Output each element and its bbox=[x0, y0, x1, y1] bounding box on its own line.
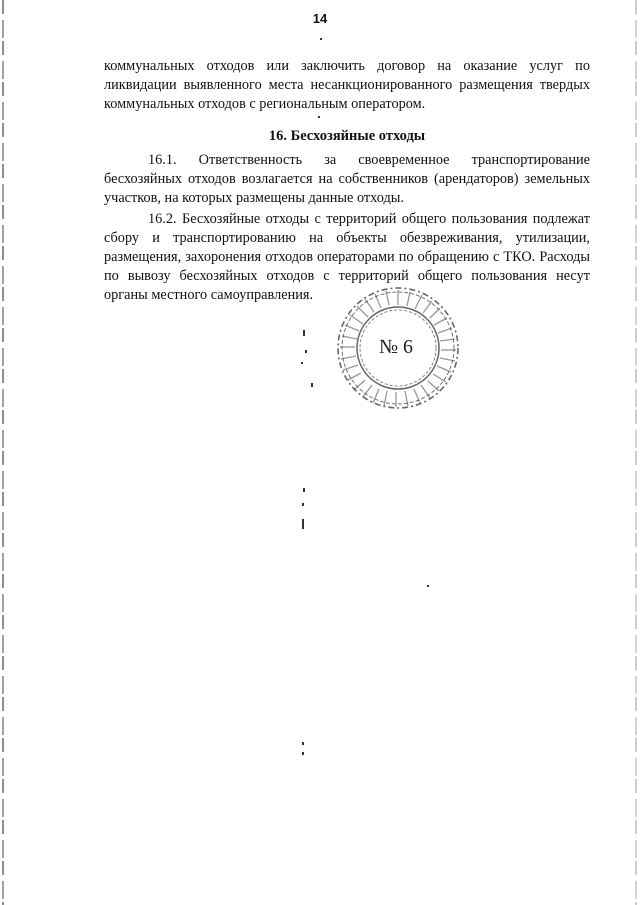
scan-speck bbox=[302, 503, 304, 506]
scan-speck bbox=[305, 350, 307, 353]
scan-speck bbox=[302, 519, 304, 529]
approval-stamp bbox=[322, 284, 470, 414]
scan-speck bbox=[427, 585, 429, 587]
page-number: 14 bbox=[312, 11, 328, 26]
scan-speck bbox=[303, 330, 305, 336]
scan-speck bbox=[311, 383, 313, 387]
scan-speck bbox=[303, 488, 305, 492]
paragraph-continuation: коммунальных отходов или заключить договор на оказание услуг по ликвидации выявленного места несанкционированного размещения твердых коммунальных отходов с региональным оператором. bbox=[104, 58, 590, 112]
scan-speck bbox=[318, 116, 320, 118]
scan-speck bbox=[301, 362, 303, 364]
scan-speck bbox=[302, 742, 304, 745]
section-title: 16. Бесхозяйные отходы bbox=[268, 128, 426, 144]
section-item-16-1: 16.1. Ответственность за своевременное транспортирование бесхозяйных отходов возлагается на собственников (арендаторов) земельных участков, на которых размещены данные отходы. bbox=[104, 152, 590, 206]
scan-edge-right bbox=[635, 0, 637, 905]
scan-speck bbox=[302, 752, 304, 755]
scan-edge-left bbox=[2, 0, 4, 905]
scan-speck bbox=[320, 38, 322, 40]
stamp-number: № 6 bbox=[378, 336, 414, 358]
section-item-16-2: 16.2. Бесхозяйные отходы с территорий общего пользования подлежат сбору и транспортированию на объекты обезвреживания, утилизации, размещения, захоронения отходов операторами по обращению с ТКО. Расходы по вывозу бесхозяйных отходов с территорий общего пользования несут органы местного самоуправления. bbox=[104, 211, 590, 303]
